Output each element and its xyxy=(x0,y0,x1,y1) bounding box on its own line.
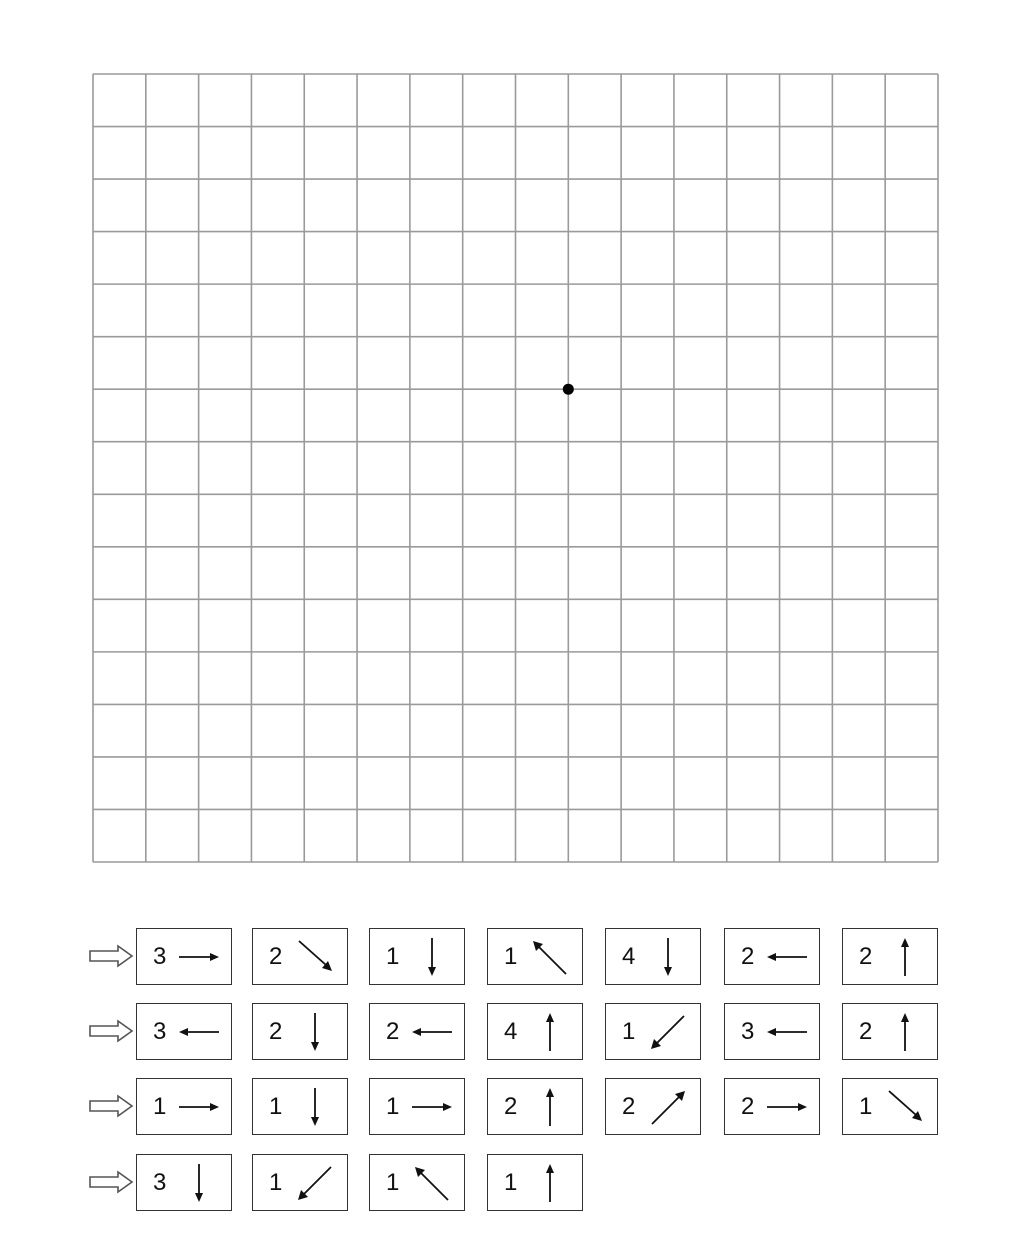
command-steps: 1 xyxy=(386,1168,400,1196)
command-steps: 3 xyxy=(153,1017,167,1045)
arrow-down-right-icon xyxy=(293,936,337,978)
arrow-up-left-icon xyxy=(528,936,572,978)
command-box[interactable] xyxy=(487,1078,583,1135)
arrow-left-icon xyxy=(765,1011,809,1053)
arrow-up-icon xyxy=(883,936,927,978)
arrow-up-right-icon xyxy=(646,1086,690,1128)
command-steps: 2 xyxy=(622,1092,636,1120)
command-steps: 4 xyxy=(622,942,636,970)
arrow-up-icon xyxy=(883,1011,927,1053)
command-steps: 1 xyxy=(386,942,400,970)
command-steps: 1 xyxy=(386,1092,400,1120)
arrow-down-icon xyxy=(646,936,690,978)
command-box[interactable] xyxy=(487,1154,583,1211)
hollow-right-arrow-icon xyxy=(88,1094,134,1118)
arrow-right-icon xyxy=(177,936,221,978)
hollow-right-arrow-icon xyxy=(88,944,134,968)
command-steps: 1 xyxy=(153,1092,167,1120)
arrow-left-icon xyxy=(410,1011,454,1053)
arrow-down-icon xyxy=(293,1011,337,1053)
command-steps: 2 xyxy=(504,1092,518,1120)
command-box[interactable] xyxy=(605,1003,701,1060)
arrow-left-icon xyxy=(765,936,809,978)
command-steps: 4 xyxy=(504,1017,518,1045)
arrow-right-icon xyxy=(410,1086,454,1128)
arrow-right-icon xyxy=(765,1086,809,1128)
command-steps: 3 xyxy=(741,1017,755,1045)
arrow-up-icon xyxy=(528,1162,572,1204)
command-steps: 1 xyxy=(622,1017,636,1045)
command-box[interactable] xyxy=(369,1078,465,1135)
command-box[interactable] xyxy=(369,1003,465,1060)
arrow-down-icon xyxy=(410,936,454,978)
command-box[interactable] xyxy=(252,928,348,985)
command-box[interactable] xyxy=(136,928,232,985)
command-steps: 2 xyxy=(741,942,755,970)
command-box[interactable] xyxy=(136,1003,232,1060)
command-box[interactable] xyxy=(487,928,583,985)
command-box[interactable] xyxy=(487,1003,583,1060)
arrow-down-icon xyxy=(293,1086,337,1128)
command-box[interactable] xyxy=(605,1078,701,1135)
command-steps: 1 xyxy=(269,1092,283,1120)
hollow-right-arrow-icon xyxy=(88,1170,134,1194)
command-box[interactable] xyxy=(842,1003,938,1060)
command-steps: 2 xyxy=(859,1017,873,1045)
command-box[interactable] xyxy=(842,928,938,985)
command-steps: 1 xyxy=(504,942,518,970)
command-steps: 3 xyxy=(153,942,167,970)
command-box[interactable] xyxy=(252,1003,348,1060)
command-steps: 2 xyxy=(741,1092,755,1120)
command-box[interactable] xyxy=(252,1078,348,1135)
command-box[interactable] xyxy=(605,928,701,985)
arrow-down-left-icon xyxy=(293,1162,337,1204)
command-box[interactable] xyxy=(136,1154,232,1211)
command-box[interactable] xyxy=(136,1078,232,1135)
arrow-down-icon xyxy=(177,1162,221,1204)
arrow-up-left-icon xyxy=(410,1162,454,1204)
command-steps: 1 xyxy=(859,1092,873,1120)
arrow-right-icon xyxy=(177,1086,221,1128)
arrow-down-right-icon xyxy=(883,1086,927,1128)
command-box[interactable] xyxy=(369,1154,465,1211)
arrow-up-icon xyxy=(528,1011,572,1053)
arrow-down-left-icon xyxy=(646,1011,690,1053)
arrow-left-icon xyxy=(177,1011,221,1053)
command-box[interactable] xyxy=(252,1154,348,1211)
command-box[interactable] xyxy=(724,1078,820,1135)
command-box[interactable] xyxy=(842,1078,938,1135)
command-box[interactable] xyxy=(724,1003,820,1060)
hollow-right-arrow-icon xyxy=(88,1019,134,1043)
command-box[interactable] xyxy=(369,928,465,985)
command-steps: 1 xyxy=(504,1168,518,1196)
command-steps: 3 xyxy=(153,1168,167,1196)
command-box[interactable] xyxy=(724,928,820,985)
command-steps: 2 xyxy=(269,942,283,970)
command-steps: 1 xyxy=(269,1168,283,1196)
start-point-dot xyxy=(563,384,574,395)
arrow-up-icon xyxy=(528,1086,572,1128)
command-steps: 2 xyxy=(269,1017,283,1045)
command-steps: 2 xyxy=(386,1017,400,1045)
command-steps: 2 xyxy=(859,942,873,970)
